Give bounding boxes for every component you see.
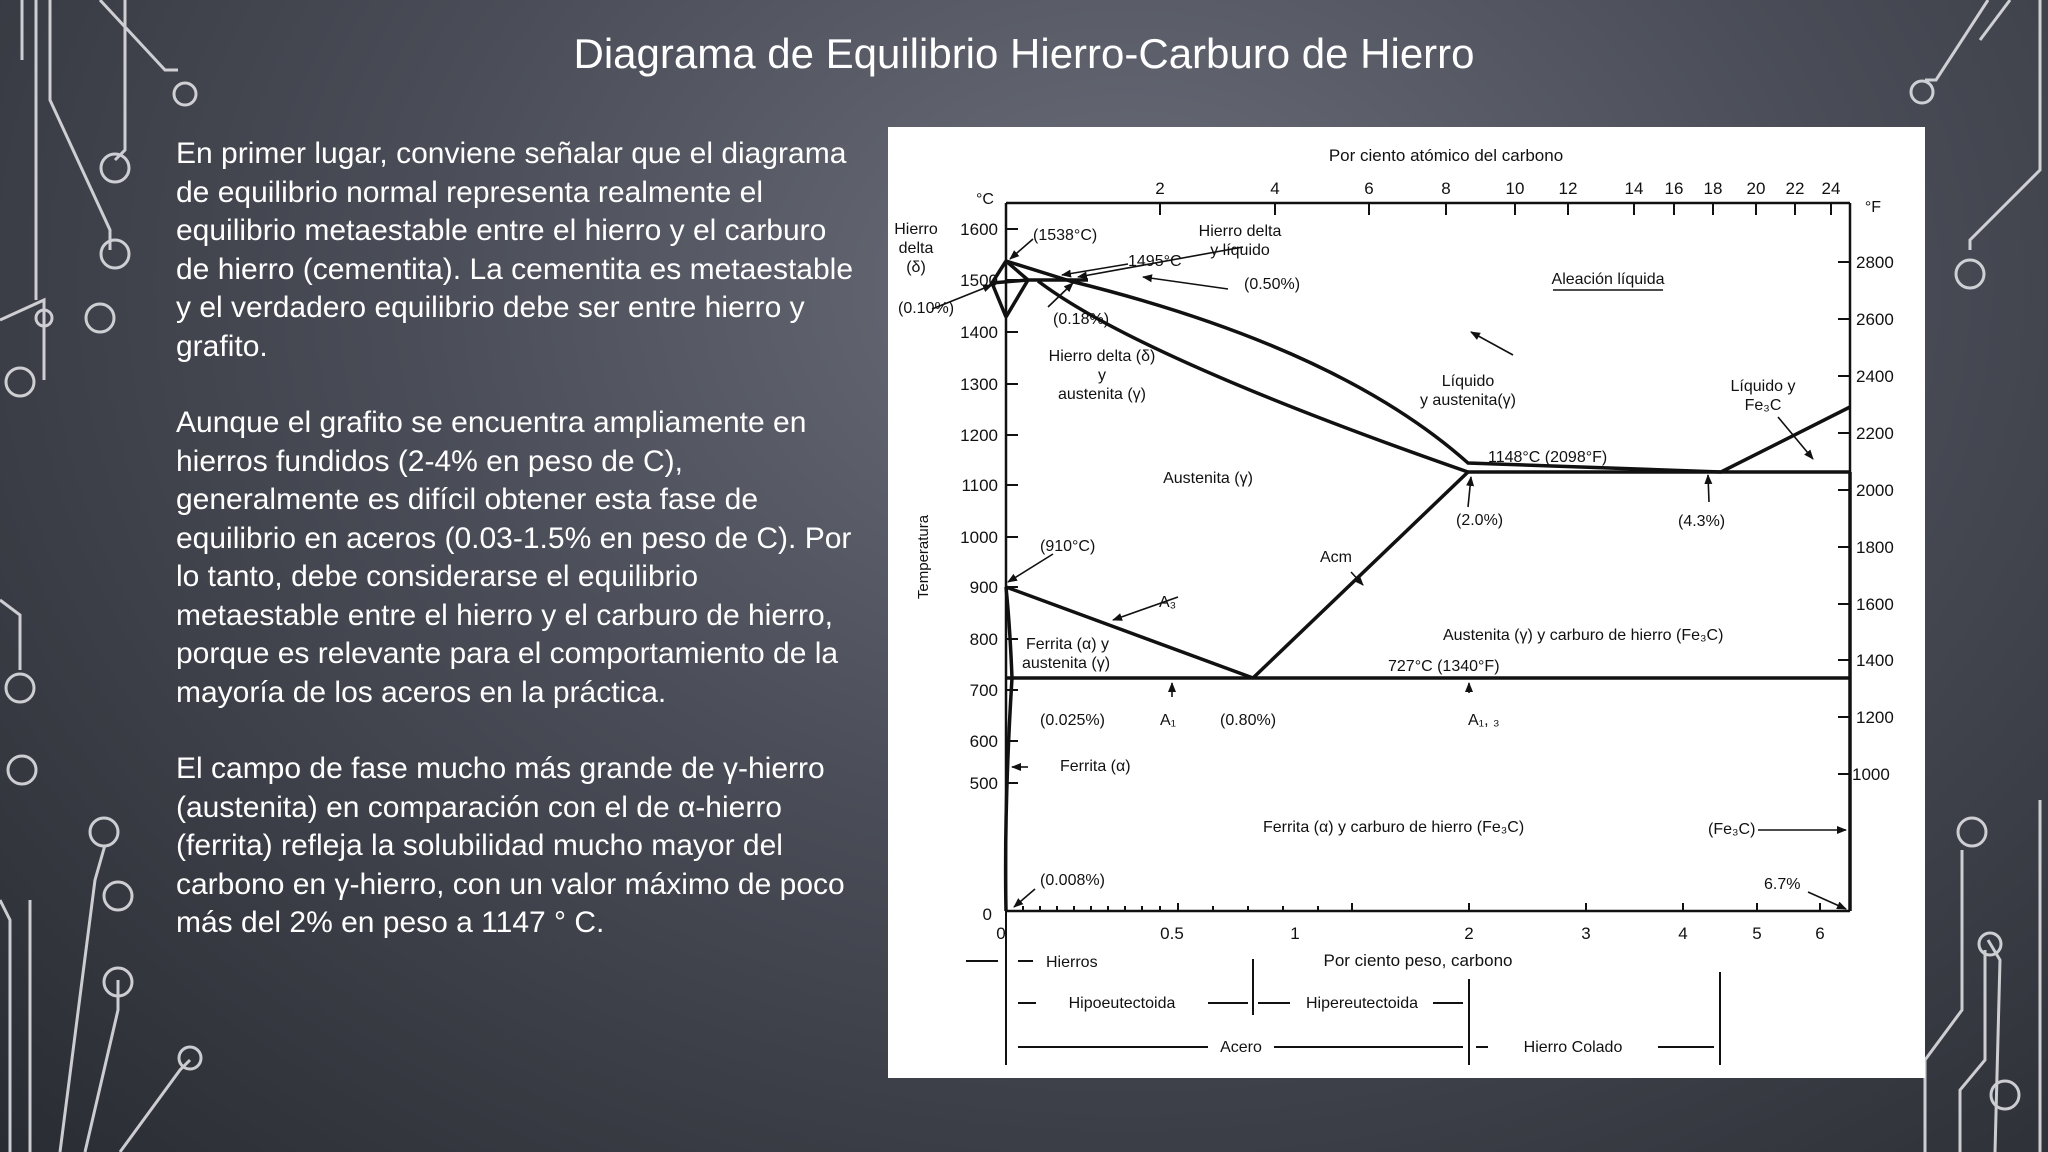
label-eutectic: 1148°C (2098°F) <box>1488 449 1608 466</box>
x-tick-label: 6 <box>1815 924 1825 943</box>
label-hierro-colado: Hierro Colado <box>1523 1039 1623 1056</box>
label-hierro-delta-austenita: Hierro delta (δ) <box>1048 348 1156 365</box>
f-tick-label: 2600 <box>1856 310 1894 329</box>
label-hierro-delta: Hierro <box>894 221 938 238</box>
c-tick-label: 600 <box>969 732 998 751</box>
label-pct-43: (4.3%) <box>1678 513 1726 530</box>
label-t910: (910°C) <box>1040 538 1096 555</box>
label-pct-018: (0.18%) <box>1053 311 1110 328</box>
c-tick-label: 500 <box>969 774 998 793</box>
top-tick-label: 16 <box>1664 179 1684 198</box>
iron-carbon-diagram <box>888 127 1925 1078</box>
label-a3: A₃ <box>1159 594 1177 611</box>
label-hierro-delta-liquido: Hierro delta <box>1198 223 1282 240</box>
top-tick-label: 4 <box>1270 179 1280 198</box>
phase-diagram-svg <box>888 127 1925 1078</box>
x-tick-label: 2 <box>1464 924 1474 943</box>
x-tick-label: 3 <box>1581 924 1591 943</box>
f-tick-label: 2200 <box>1856 424 1894 443</box>
y-axis-title: Temperatura <box>915 514 932 600</box>
f-tick-label: 1200 <box>1856 708 1894 727</box>
c-tick-label: 700 <box>969 681 998 700</box>
label-a13: A₁, ₃ <box>1468 712 1500 729</box>
top-tick-label: 24 <box>1821 179 1841 198</box>
x-tick-label: 0.5 <box>1160 924 1184 943</box>
f-tick-label: 1600 <box>1856 595 1894 614</box>
diagram-labels <box>894 221 1800 1056</box>
label-pct-67: 6.7% <box>1764 876 1801 893</box>
top-tick-label: 6 <box>1364 179 1374 198</box>
c-tick-label: 1300 <box>960 375 998 394</box>
label-hierro-delta-liquido: y líquido <box>1210 242 1270 259</box>
c-tick-label: 800 <box>969 630 998 649</box>
label-liquido-austenita: Líquido <box>1441 373 1495 390</box>
label-hierro-delta-austenita: austenita (γ) <box>1057 386 1147 403</box>
top-tick-label: 14 <box>1624 179 1644 198</box>
c-tick-label: 1000 <box>960 528 998 547</box>
paragraph-austenite: El campo de fase mucho más grande de γ-hierro (austenita) en comparación con el de α-hierro (ferrita) refleja la solubilidad mucho mayor del carbono en γ-hierro, con un valor máximo de poco más del 2% en peso a 1147 ° C. <box>176 752 845 939</box>
f-tick-label: 1000 <box>1852 765 1890 784</box>
c-tick-label: 1100 <box>961 476 998 495</box>
fahrenheit-tick-labels <box>1852 253 1894 784</box>
label-acero: Acero <box>1220 1039 1262 1056</box>
f-tick-label: 2000 <box>1856 481 1894 500</box>
label-hipereutectoida: Hipereutectoida <box>1305 995 1419 1012</box>
label-aleacion-liquida: Aleación líquida <box>1551 271 1665 288</box>
c-tick-label: 1200 <box>960 426 998 445</box>
top-tick-label: 12 <box>1558 179 1578 198</box>
paragraph-intro: En primer lugar, conviene señalar que el diagrama de equilibrio normal representa realmente el equilibrio metaestable entre el hierro y el carburo de hierro (cementita). La cementita es metaestable y el verdadero equilibrio debe ser entre hierro y grafito. <box>176 137 854 363</box>
f-tick-label: 1800 <box>1856 538 1894 557</box>
x-tick-label: 5 <box>1752 924 1762 943</box>
label-eutectoid: 727°C (1340°F) <box>1388 658 1500 675</box>
c-tick-label: 1500 <box>960 271 998 290</box>
x-tick-label: 4 <box>1678 924 1688 943</box>
label-hierros: Hierros <box>1046 954 1098 971</box>
label-pct-050: (0.50%) <box>1244 276 1301 293</box>
top-tick-label: 2 <box>1155 179 1165 198</box>
callout-arrows <box>932 239 1846 909</box>
label-ferrita: Ferrita (α) <box>1060 758 1131 775</box>
label-acm: Acm <box>1320 549 1352 566</box>
bottom-axis-title: Por ciento peso, carbono <box>1323 951 1513 970</box>
top-tick-label: 8 <box>1441 179 1451 198</box>
liquidus-line <box>1006 261 1850 472</box>
label-pct-20: (2.0%) <box>1456 512 1504 529</box>
c-tick-label: 1600 <box>960 220 998 239</box>
label-hierro-delta: delta <box>898 240 934 257</box>
paragraph-graphite: Aunque el grafito se encuentra ampliamente en hierros fundidos (2-4% en peso de C), generalmente es difícil obtener esta fase de equilibrio en aceros (0.03-1.5% en peso de C). Por lo tanto, debe considerarse el equilibrio metaestable entre el hierro y el carburo de hierro, porque es relevante para el comportamiento de la mayoría de los aceros en la práctica. <box>176 406 852 709</box>
celsius-tick-labels <box>960 220 998 924</box>
f-tick-label: 2400 <box>1856 367 1894 386</box>
top-tick-label: 18 <box>1703 179 1723 198</box>
x-tick-labels <box>996 924 1824 943</box>
c-tick-label: 1400 <box>960 323 998 342</box>
slide-title: Diagrama de Equilibrio Hierro-Carburo de Hierro <box>573 30 1475 77</box>
axis-ticks <box>1006 203 1850 911</box>
label-hierro-delta-austenita: y <box>1098 367 1106 384</box>
label-liquido-fe3c: Fe₃C <box>1744 397 1782 414</box>
label-ferrita-austenita: austenita (γ) <box>1022 655 1111 672</box>
label-a1: A₁ <box>1160 712 1177 729</box>
label-pct-0008: (0.008%) <box>1040 872 1105 889</box>
label-t1495: 1495°C <box>1128 253 1182 270</box>
c-tick-label: 900 <box>969 578 998 597</box>
label-hipoeutectoida: Hipoeutectoida <box>1068 995 1176 1012</box>
top-tick-label: 20 <box>1746 179 1766 198</box>
label-fe3c: (Fe₃C) <box>1708 821 1756 838</box>
label-austenita-carburo: Austenita (γ) y carburo de hierro (Fe₃C) <box>1443 627 1724 644</box>
label-austenita: Austenita (γ) <box>1163 470 1253 487</box>
label-ferrita-carburo: Ferrita (α) y carburo de hierro (Fe₃C) <box>1263 819 1525 836</box>
fahrenheit-unit: °F <box>1864 199 1882 216</box>
f-tick-label: 1400 <box>1856 651 1894 670</box>
celsius-unit: °C <box>976 191 994 208</box>
c-tick-label: 0 <box>982 905 992 924</box>
label-t1538: (1538°C) <box>1033 227 1098 244</box>
x-tick-label: 0 <box>996 924 1006 943</box>
label-pct-080: (0.80%) <box>1220 712 1277 729</box>
body-text <box>176 135 866 981</box>
x-tick-label: 1 <box>1290 924 1300 943</box>
label-liquido-austenita: y austenita(γ) <box>1419 392 1517 409</box>
label-ferrita-austenita: Ferrita (α) y <box>1026 636 1110 653</box>
top-tick-label: 10 <box>1505 179 1525 198</box>
plot-frame <box>1006 203 1850 911</box>
label-pct-0025: (0.025%) <box>1040 712 1105 729</box>
label-hierro-delta: (δ) <box>906 259 926 276</box>
label-liquido-fe3c: Líquido y <box>1730 378 1796 395</box>
top-axis-title: Por ciento atómico del carbono <box>1328 146 1564 165</box>
top-tick-label: 22 <box>1785 179 1805 198</box>
f-tick-label: 2800 <box>1856 253 1894 272</box>
top-tick-labels <box>1155 179 1840 198</box>
acm-line <box>1253 472 1468 678</box>
label-pct-010: (0.10%) <box>898 300 955 317</box>
